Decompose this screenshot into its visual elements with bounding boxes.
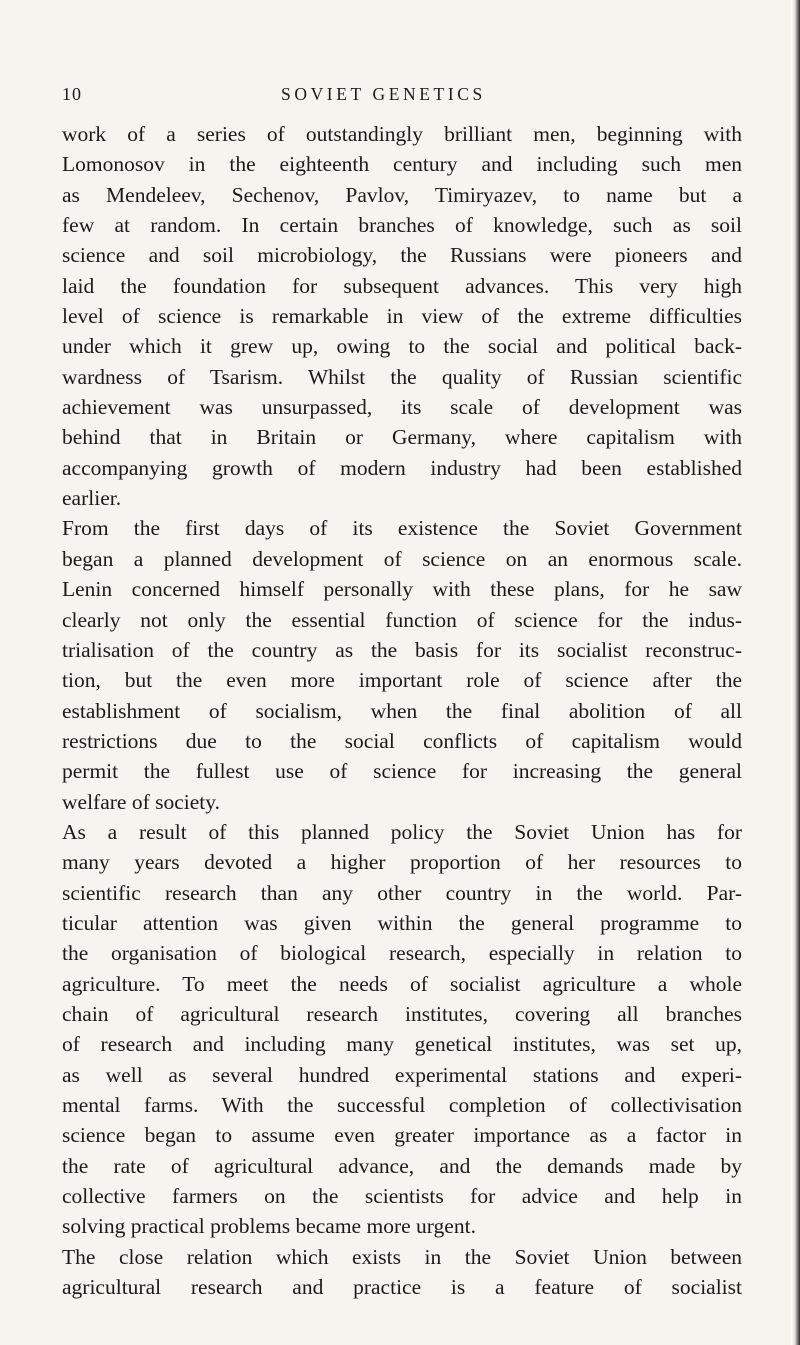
text-line: tion, but the even more important role of science after the	[62, 668, 742, 693]
text-line: many years devoted a higher proportion of her resources to	[62, 850, 742, 875]
text-line: accompanying growth of modern industry had been established	[62, 455, 742, 480]
text-line: collective farmers on the scientists for advice and help in	[62, 1184, 742, 1209]
text-line: of research and including many genetical institutes, was set up,	[62, 1032, 742, 1057]
text-line: achievement was unsurpassed, its scale of development was	[62, 395, 742, 420]
paragraph-end-line: welfare of society.	[62, 789, 220, 814]
paragraph-start-line: As a result of this planned policy the Soviet Union has for	[62, 819, 742, 844]
text-line: chain of agricultural research institutes, covering all branches	[62, 1001, 742, 1026]
body-text	[62, 119, 742, 1302]
text-line: ticular attention was given within the general programme to	[62, 910, 742, 935]
text-line: Lenin concerned himself personally with these plans, for he saw	[62, 577, 742, 602]
text-line: under which it grew up, owing to the social and political back-	[62, 334, 742, 359]
text-line: permit the fullest use of science for increasing the general	[62, 759, 742, 784]
running-head	[62, 84, 752, 108]
text-line: few at random. In certain branches of knowledge, such as soil	[62, 213, 742, 238]
paragraph-start-line: From the first days of its existence the Soviet Government	[62, 516, 742, 541]
text-line: as Mendeleev, Sechenov, Pavlov, Timiryazev, to name but a	[62, 182, 742, 207]
text-line: agriculture. To meet the needs of socialist agriculture a whole	[62, 971, 742, 996]
text-line: science and soil microbiology, the Russians were pioneers and	[62, 243, 742, 268]
text-line: work of a series of outstandingly brilliant men, beginning with	[62, 122, 742, 146]
text-line: wardness of Tsarism. Whilst the quality of Russian scientific	[62, 364, 742, 389]
text-line: clearly not only the essential function of science for the indus-	[62, 607, 742, 632]
text-line: the organisation of biological research, especially in relation to	[62, 941, 742, 966]
page-edge-shadow	[791, 0, 800, 1345]
text-line: agricultural research and practice is a feature of socialist	[62, 1275, 742, 1300]
text-line: behind that in Britain or Germany, where capitalism with	[62, 425, 742, 450]
text-line: mental farms. With the successful completion of collectivisation	[62, 1093, 742, 1117]
text-line: trialisation of the country as the basis for its socialist reconstruc-	[62, 637, 742, 662]
text-line: laid the foundation for subsequent advances. This very high	[62, 273, 742, 298]
running-title: SOVIET GENETICS	[281, 84, 486, 104]
text-line: scientific research than any other country in the world. Par-	[62, 880, 742, 905]
text-line: science began to assume even greater importance as a factor in	[62, 1123, 742, 1148]
text-line: establishment of socialism, when the final abolition of all	[62, 698, 742, 723]
text-line: the rate of agricultural advance, and the demands made by	[62, 1153, 742, 1178]
paragraph-end-line: solving practical problems became more urgent.	[62, 1214, 476, 1239]
text-line: began a planned development of science on an enormous scale.	[62, 546, 742, 571]
text-line: level of science is remarkable in view of the extreme difficulties	[62, 304, 742, 329]
page-number: 10	[62, 84, 82, 104]
text-line: restrictions due to the social conflicts of capitalism would	[62, 728, 742, 753]
paragraph-start-line: The close relation which exists in the Soviet Union between	[62, 1244, 742, 1269]
text-line: as well as several hundred experimental stations and experi-	[62, 1062, 742, 1087]
text-line: Lomonosov in the eighteenth century and including such men	[62, 152, 742, 177]
paragraph-end-line: earlier.	[62, 486, 122, 511]
